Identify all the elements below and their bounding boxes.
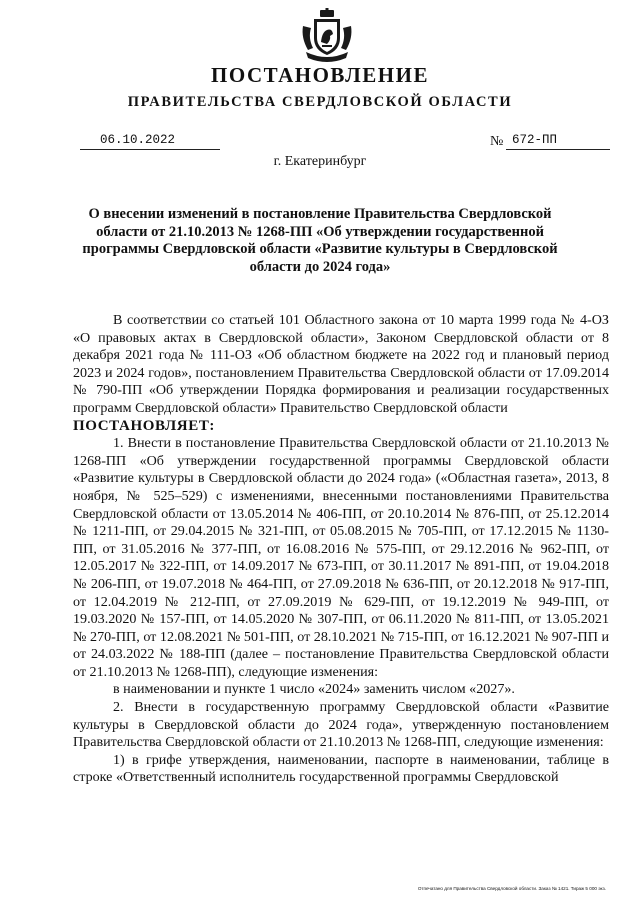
- document-subtitle: ПРАВИТЕЛЬСТВА СВЕРДЛОВСКОЙ ОБЛАСТИ: [127, 94, 513, 110]
- city: г. Екатеринбург: [273, 154, 367, 169]
- document-number: 672-ПП: [506, 131, 610, 150]
- item-1-paragraph: 1. Внести в постановление Правительства Свердловской области от 21.10.2013 № 1268-ПП «Об утверждении государственной программы Свердловской области «Развитие культуры в Свердловской области до 2024 года» («Областная газета», 2013, 8 ноября, № 525–529) с изменениями, внесенными постановлениями Правительства Свердловской области от 13.05.2014 № 406-ПП, от 20.10.2014 № 876-ПП, от 25.12.2014 № 1211-ПП, от 29.04.2015 № 321-ПП, от 05.08.2015 № 705-ПП, от 17.12.2015 № 1130-ПП, от 31.05.2016 № 377-ПП, от 16.08.2016 № 575-ПП, от 29.12.2016 № 962-ПП, от 12.05.2017 № 322-ПП, от 14.09.2017 № 673-ПП, от 30.11.2017 № 891-ПП, от 19.04.2018 № 206-ПП, от 19.07.2018 № 464-ПП, от 27.09.2018 № 636-ПП, от 20.12.2018 № 917-ПП, от 12.04.2019 № 212-ПП, от 27.09.2019 № 629-ПП, от 19.12.2019 № 949-ПП, от 19.03.2020 № 157-ПП, от 14.05.2020 № 307-ПП, от 06.11.2020 № 811-ПП, от 13.05.2021 № 270-ПП, от 12.08.2021 № 501-ПП, от 28.10.2021 № 715-ПП, от 16.12.2021 № 907-ПП и от 24.03.2022 № 188-ПП (далее – постановление Правительства Свердловской области от 21.10.2013 № 1268-ПП), следующие изменения:: [73, 435, 609, 680]
- item-2-paragraph: 2. Внести в государственную программу Свердловской области «Развитие культуры в Свердловской области до 2024 года», утвержденную постановлением Правительства Свердловской области от 21.10.2013 № 1268-ПП, следующие изменения:: [73, 699, 609, 751]
- number-label: №: [490, 134, 504, 149]
- preamble-paragraph: В соответствии со статьей 101 Областного закона от 10 марта 1999 года № 4-ОЗ «О правовых актах в Свердловской области», Законом Свердловской области от 8 декабря 2021 года № 111-ОЗ «Об областном бюджете на 2022 год и плановый период 2023 и 2024 годов», постановлением Правительства Свердловской области от 17.09.2014 № 790-ПП «Об утверждении Порядка формирования и реализации государственных программ Свердловской области» Правительство Свердловской области: [73, 312, 609, 416]
- coat-of-arms-icon: [300, 8, 354, 64]
- document-date: 06.10.2022: [80, 131, 220, 150]
- item-2-sub-1-paragraph: 1) в грифе утверждения, наименовании, паспорте в наименовании, таблице в строке «Ответственный исполнитель государственной программы Свердловской: [73, 751, 609, 786]
- decree-word: ПОСТАНОВЛЯЕТ:: [73, 417, 216, 434]
- footer-imprint: Отпечатано для Правительства Свердловской области. Заказ № 1421. Тираж 5 000 экз.: [417, 886, 606, 891]
- document-title: ПОСТАНОВЛЕНИЕ: [211, 63, 429, 87]
- document-heading: О внесении изменений в постановление Правительства Свердловской области от 21.10.2013 № 1268-ПП «Об утверждении государственной программы Свердловской области «Развитие культуры в Свердловской области до 2024 года»: [82, 206, 558, 275]
- document-body: [73, 312, 609, 787]
- item-1-change-paragraph: в наименовании и пункте 1 число «2024» заменить числом «2027».: [113, 681, 515, 698]
